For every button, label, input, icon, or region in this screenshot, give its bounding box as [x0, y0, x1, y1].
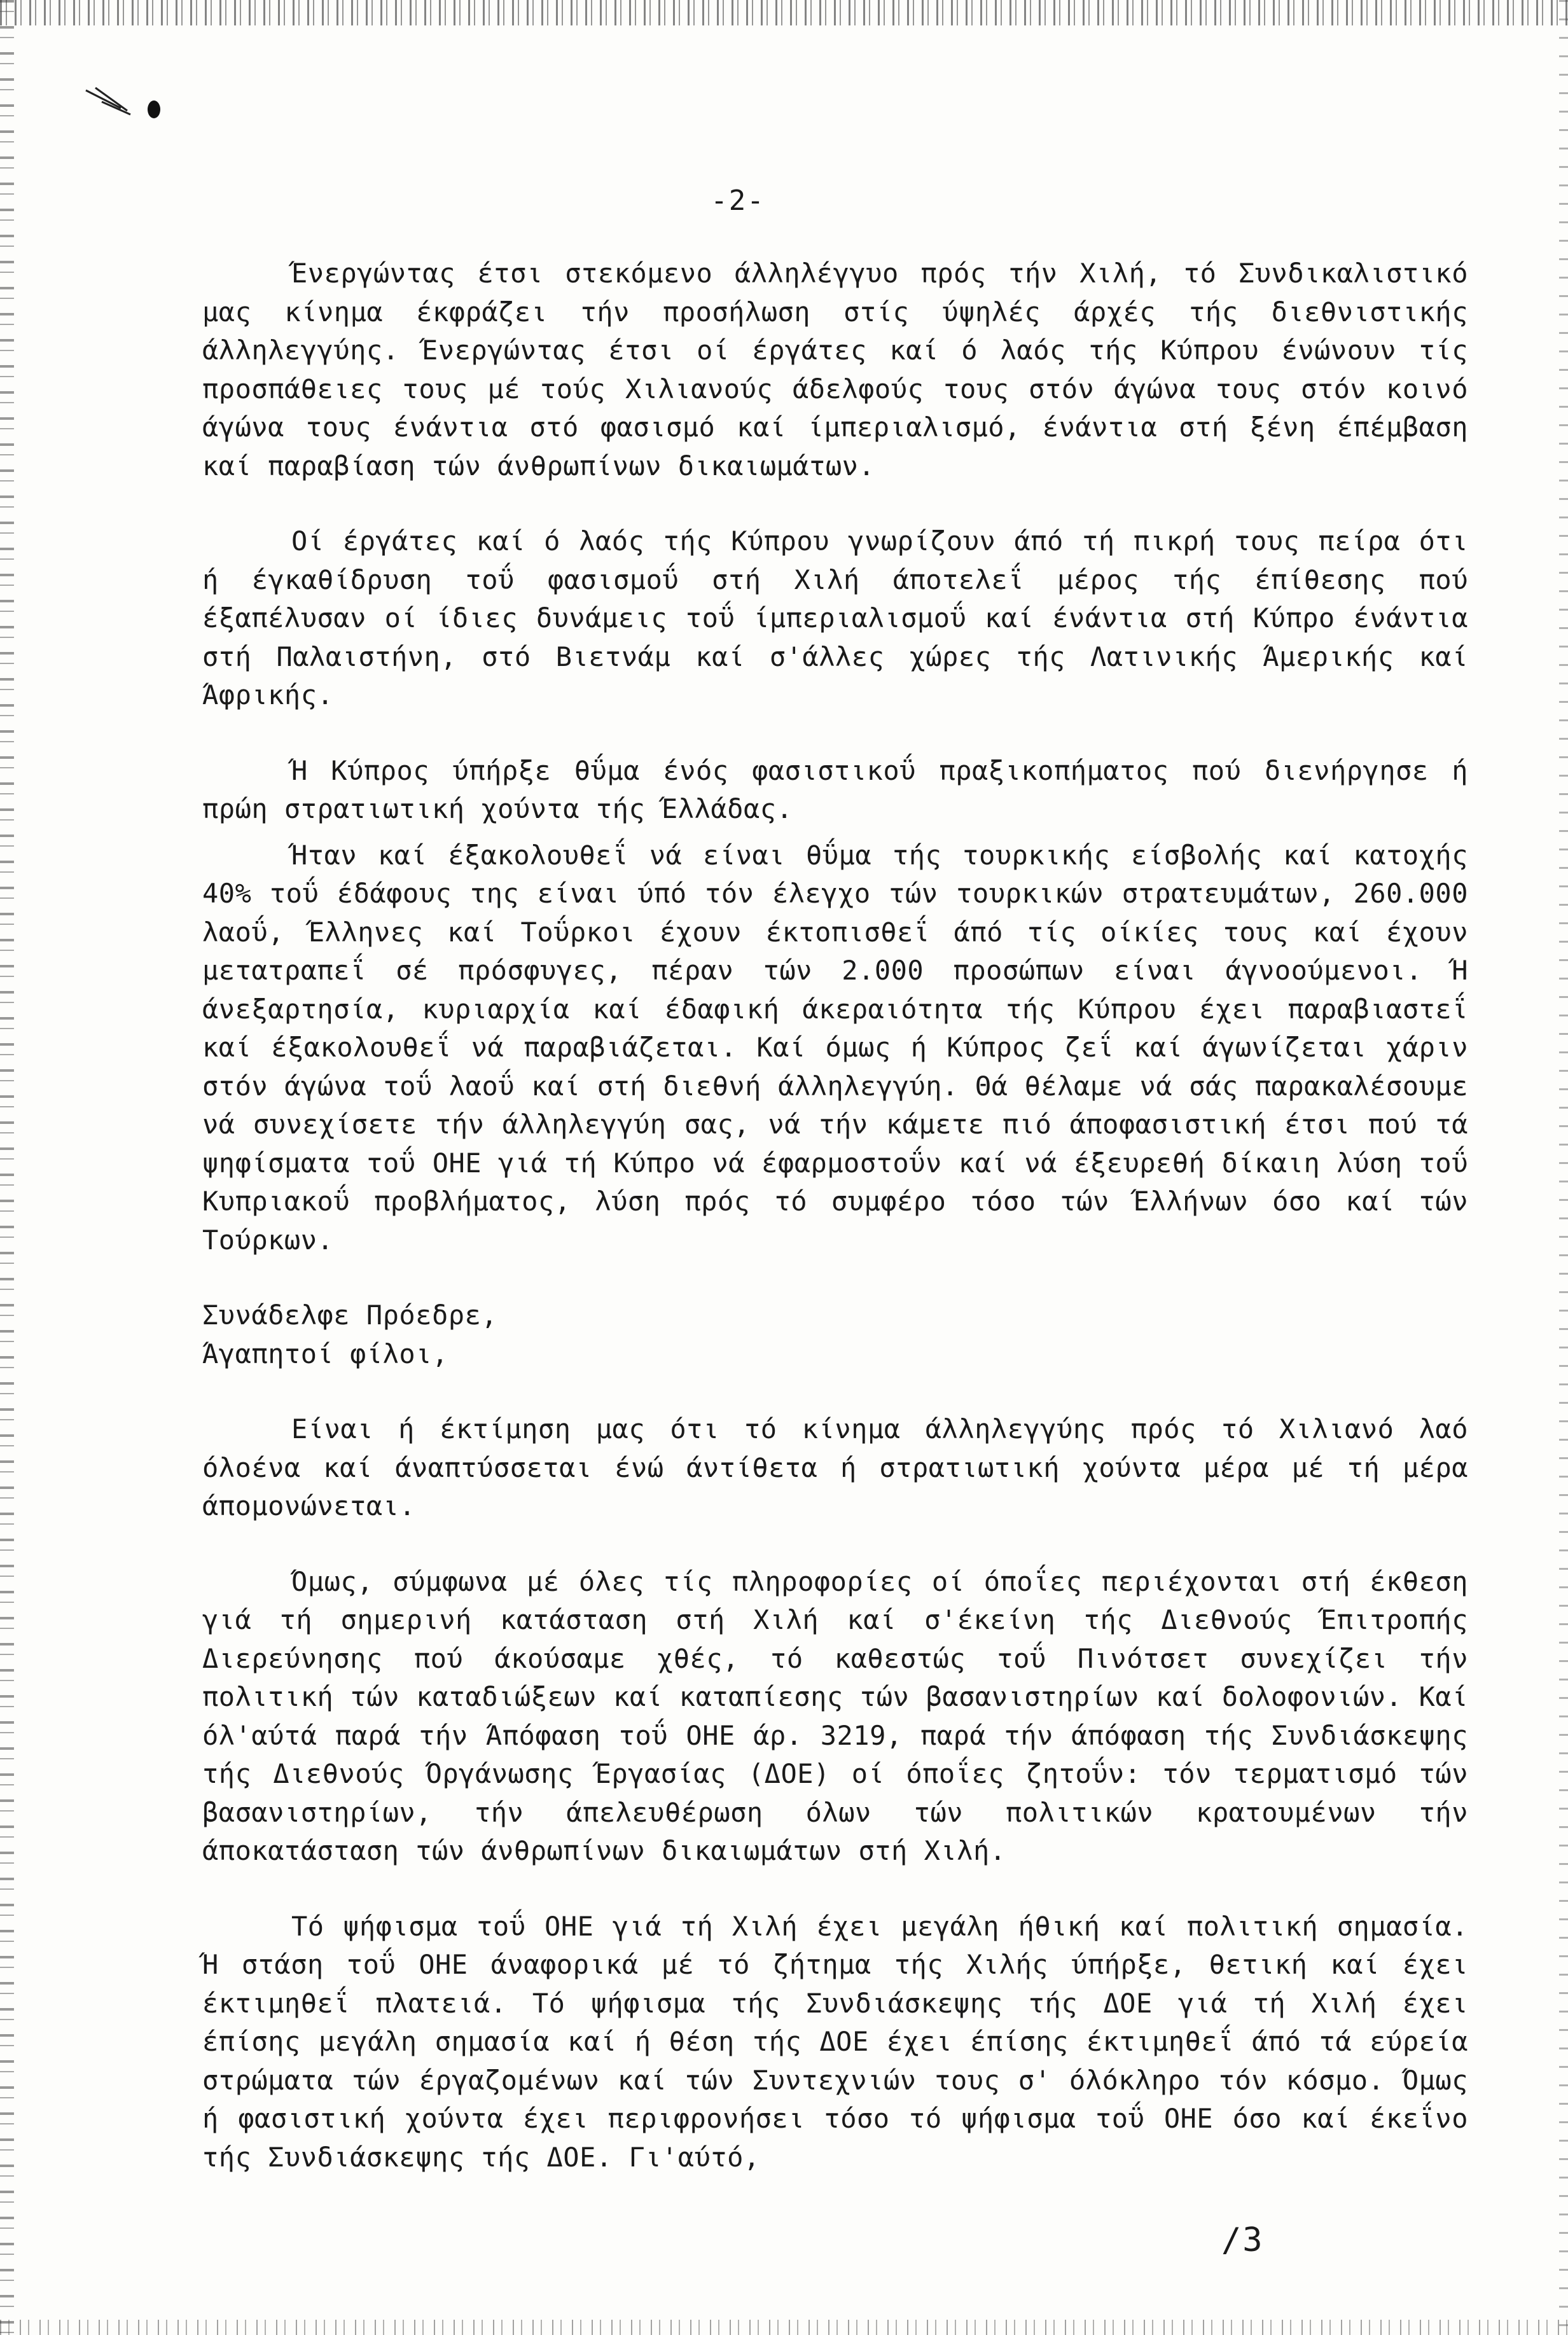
paragraph-4: Ήταν καί έξακολουθεΐ νά είναι θΰμα τής τουρκικής είσβολής καί κατοχής 40% τοΰ έδάφους της είναι ύπό τόν έλεγχο τών τουρκικών στρατευμάτων, 260.000 λαοΰ, Έλληνες καί Τοΰρκοι έχουν έκτοπισθεΐ άπό τίς οίκίες τους καί έχουν μετατραπεΐ σέ πρόσφυγες, πέραν τών 2.000 προσώπων είναι άγνοούμενοι. Ή άνεξαρτησία, κυριαρχία καί έδαφική άκεραιότητα τής Κύπρου έχει παραβιαστεΐ καί έξακολουθεΐ νά παραβιάζεται. Καί όμως ή Κύπρος ζεΐ καί άγωνίζεται χάριν στόν άγώνα τοΰ λαοΰ καί στή διεθνή άλληλεγγύη. Θά θέλαμε νά σάς παρακαλέσουμε νά συνεχίσετε τήν άλληλεγγύη σας, νά τήν κάμετε πιό άποφασιστική έτσι πού τά ψηφίσματα τοΰ ΟΗΕ γιά τή Κύπρο νά έφαρμοστοΰν καί νά έξευρεθή δίκαιη λύση τοΰ Κυπριακοΰ προβλήματος, λύση πρός τό συμφέρο τόσο τών Έλλήνων όσο καί τών Τούρκων. [202, 839, 1468, 1256]
page-number: -2- [711, 184, 765, 217]
letter-body [202, 254, 1468, 2177]
paragraph-1: Ένεργώντας έτσι στεκόμενο άλληλέγγυο πρός τήν Χιλή, τό Συνδικαλιστικό μας κίνημα έκφράζει τήν προσήλωση στίς ύψηλές άρχές τής διεθνιστικής άλληλεγγύης. Ένεργώντας έτσι οί έργάτες καί ό λαός τής Κύπρου ένώνουν τίς προσπάθειες τους μέ τούς Χιλιανούς άδελφούς τους στόν άγώνα τους στόν κοινό άγώνα τους ένάντια στό φασισμό καί ίμπεριαλισμό, ένάντια στή ξένη έπέμβαση καί παραβίαση τών άνθρωπίνων δικαιωμάτων. [202, 258, 1468, 482]
scan-noise-bottom [0, 2320, 1568, 2335]
salutation [202, 1296, 1468, 1373]
paragraph-2: Οί έργάτες καί ό λαός τής Κύπρου γνωρίζουν άπό τή πικρή τους πείρα ότι ή έγκαθίδρυση τοΰ φασισμοΰ στή Χιλή άποτελεΐ μέρος τής έπίθεσης πού έξαπέλυσαν οί ίδιες δυνάμεις τοΰ ίμπεριαλισμοΰ καί ένάντια στή Κύπρο ένάντια στή Παλαιστήνη, στό Βιετνάμ καί σ'άλλες χώρες τής Λατινικής Άμερικής καί Άφρικής. [202, 525, 1468, 710]
salutation-line-2: Άγαπητοί φίλοι, [202, 1338, 448, 1369]
continuation-mark: /3 [1221, 2221, 1264, 2259]
paragraph-7: Τό ψήφισμα τοΰ ΟΗΕ γιά τή Χιλή έχει μεγάλη ήθική καί πολιτική σημασία. Ή στάση τοΰ ΟΗΕ άναφορικά μέ τό ζήτημα τής Χιλής ύπήρξε, θετική καί έχει έκτιμηθεΐ πλατειά. Τό ψήφισμα τής Συνδιάσκεψης τής ΔΟΕ γιά τή Χιλή έχει έπίσης μεγάλη σημασία καί ή θέση τής ΔΟΕ έχει έπίσης έκτιμηθεΐ άπό τά εύρεία στρώματα τών έργαζομένων καί τών Συντεχνιών τους σ' όλόκληρο τόν κόσμο. Όμως ή φασιστική χούντα έχει περιφρονήσει τόσο τό ψήφισμα τοΰ ΟΗΕ όσο καί έκεΐνο τής Συνδιάσκεψης τής ΔΟΕ. Γι'αύτό, [202, 1910, 1468, 2173]
ink-mark [83, 83, 172, 127]
scan-noise-left [0, 0, 14, 2335]
scan-noise-right [1559, 0, 1568, 2335]
salutation-line-1: Συνάδελφε Πρόεδρε, [202, 1299, 498, 1331]
paragraph-5: Είναι ή έκτίμηση μας ότι τό κίνημα άλληλεγγύης πρός τό Χιλιανό λαό όλοένα καί άναπτύσσεται ένώ άντίθετα ή στρατιωτική χούντα μέρα μέ τή μέρα άπομονώνεται. [202, 1413, 1468, 1521]
paragraph-3: Ή Κύπρος ύπήρξε θΰμα ένός φασιστικοΰ πραξικοπήματος πού διενήργησε ή πρώη στρατιωτική χούντα τής Έλλάδας. [202, 754, 1468, 824]
scan-noise-top [0, 0, 1568, 25]
paragraph-6: Όμως, σύμφωνα μέ όλες τίς πληροφορίες οί όποΐες περιέχονται στή έκθεση γιά τή σημερινή κατάσταση στή Χιλή καί σ'έκείνη τής Διεθνούς Έπιτροπής Διερεύνησης πού άκούσαμε χθές, τό καθεστώς τοΰ Πινότσετ συνεχίζει τήν πολιτική τών καταδιώξεων καί καταπίεσης τών βασανιστηρίων καί δολοφονιών. Καί όλ'αύτά παρά τήν Άπόφαση τοΰ ΟΗΕ άρ. 3219, παρά τήν άπόφαση τής Συνδιάσκεψης τής Διεθνούς Όργάνωσης Έργασίας (ΔΟΕ) οί όποΐες ζητοΰν: τόν τερματισμό τών βασανιστηρίων, τήν άπελευθέρωση όλων τών πολιτικών κρατουμένων τήν άποκατάσταση τών άνθρωπίνων δικαιωμάτων στή Χιλή. [202, 1565, 1468, 1866]
